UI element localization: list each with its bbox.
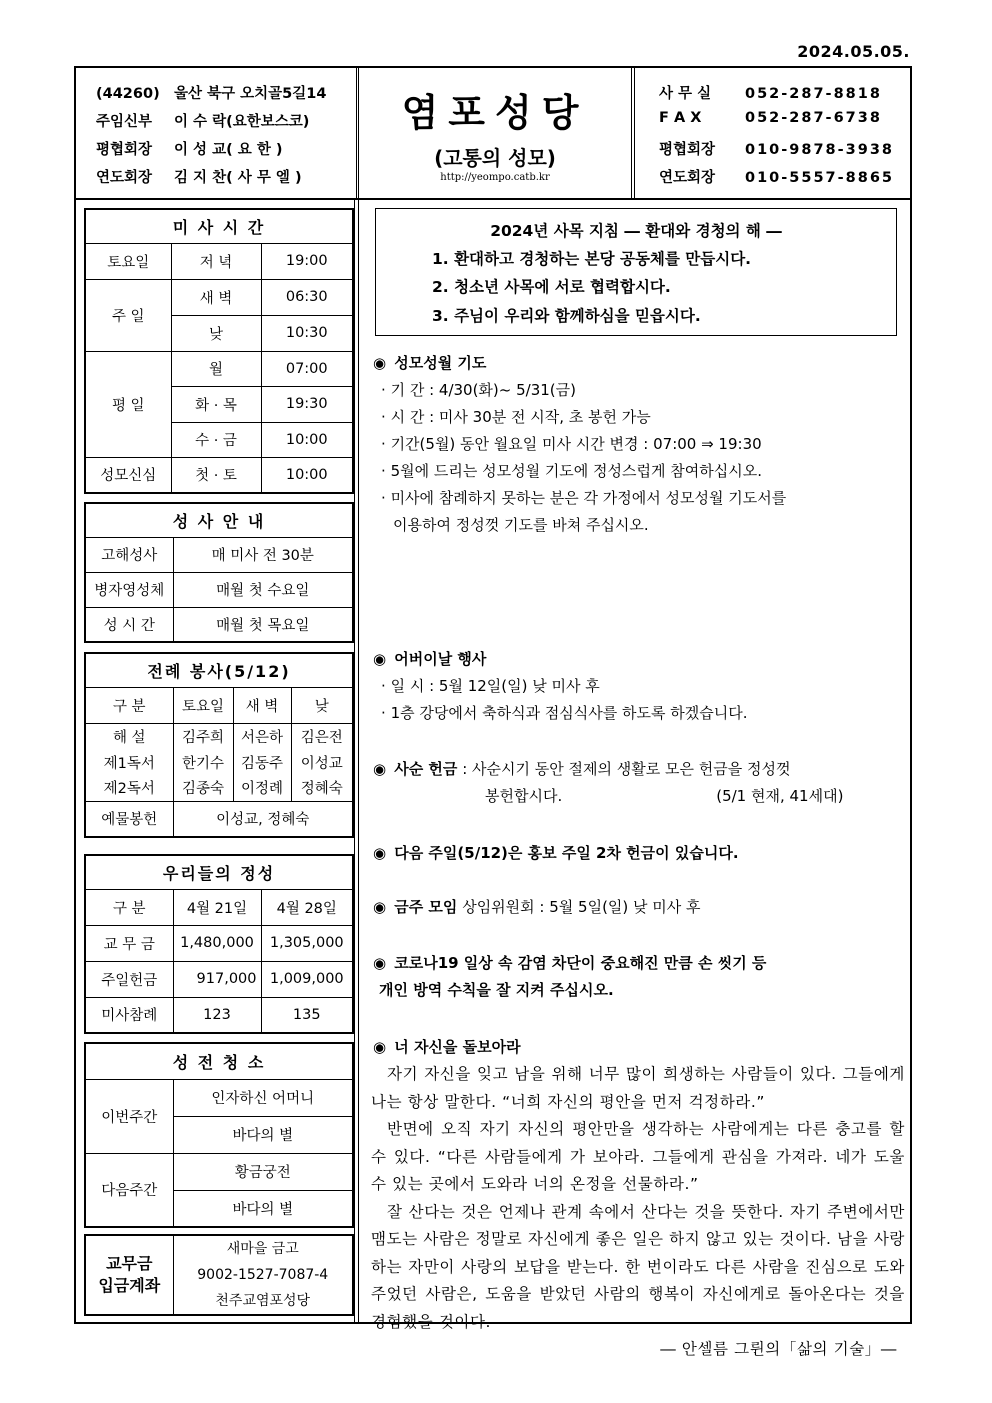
notice-reflection [371,1034,905,1364]
notice-lent-offering [373,756,903,810]
cell: 낮 [291,687,353,723]
cell: 123 [173,997,261,1033]
cell: 성모신심 [85,457,171,493]
account-info [173,1235,353,1315]
cell: 1,305,000 [261,925,353,961]
cell: 황금궁전 [173,1153,353,1190]
cell: 주일헌금 [85,961,173,997]
account-label-1: 교무금 [106,1254,153,1273]
account-label [85,1235,173,1315]
notice-line: 일 시 : 5월 12일(일) 낮 미사 후 [390,677,600,695]
bullet-icon: ◉ [373,760,387,778]
cleaning-table [84,1042,354,1228]
church-subtitle: (고통의 성모) [434,146,556,170]
cell: 구 분 [85,889,173,925]
council-phone-row: 평협회장 010-9878-3938 [659,142,895,158]
header-title-block [358,68,632,198]
cell: 병자영성체 [85,572,173,607]
dot-icon: · [381,489,386,507]
cell: 다음주간 [85,1153,173,1227]
sacraments-title: 성 사 안 내 [85,503,353,537]
cell: 4월 28일 [261,889,353,925]
cell: 10:00 [261,422,353,457]
cell: 고해성사 [85,537,173,572]
cell: 06:30 [261,279,353,315]
cell: 이번주간 [85,1079,173,1153]
notice-title-cont: 개인 방역 수칙을 잘 지켜 주십시오. [379,981,614,999]
sacraments-table [84,502,354,643]
cell: 예물봉헌 [85,801,173,837]
liturgy-service-table [84,652,354,838]
cell: 토요일 [173,687,233,723]
notice-meeting [373,894,903,921]
notice-line: 미사에 참례하지 못하는 분은 각 가정에서 성모성월 기도서를 [390,489,787,507]
cell: 해 설 [85,723,173,749]
dot-icon: · [381,704,386,722]
notice-line: 상임위원회 : 5월 5일(일) 낮 미사 후 [462,898,701,916]
cell: 수 · 금 [171,422,261,457]
council-president-row: 평협회장 이 성 교( 요 한 ) [96,142,283,158]
cell: 1,480,000 [173,925,261,961]
cell: 135 [261,997,353,1033]
offering-table [84,854,354,1034]
bullet-icon: ◉ [373,354,387,372]
notice-title: 너 자신을 돌보아라 [394,1038,521,1056]
cell: 토요일 [85,243,171,279]
bank-name: 새마을 금고 [226,1241,299,1257]
reflection-paragraph: 자기 자신을 잊고 남을 위해 너무 많이 희생하는 사람들이 있다. 그들에게 나는 항상 말한다. “너희 자신의 평안을 먼저 걱정하라.” [371,1065,905,1111]
cell: 교 무 금 [85,925,173,961]
bullet-icon: ◉ [373,1038,387,1056]
account-holder: 천주교염포성당 [215,1293,311,1309]
cell: 4월 21일 [173,889,261,925]
policy-item-2: 2. 청소년 사목에 서로 협력합시다. [432,278,671,296]
notice-may-prayer [373,350,903,539]
cell: 19:30 [261,386,353,422]
cell: 서은하 [233,723,291,749]
cell: 이성교, 정혜숙 [173,801,353,837]
notice-parents-day [373,646,903,727]
policy-item-3: 3. 주님이 우리와 함께하심을 믿읍시다. [432,307,701,325]
pastoral-policy-box [375,208,897,336]
notice-covid [373,950,903,1004]
bullet-icon: ◉ [373,650,387,668]
cell: 1,009,000 [261,961,353,997]
dot-icon: · [381,408,386,426]
notice-line: : 사순시기 동안 절제의 생활로 모은 헌금을 정성껏 [462,760,791,778]
cell: 월 [171,351,261,386]
dot-icon: · [381,677,386,695]
policy-title: 2024년 사목 지침 ― 환대와 경청의 해 ― [490,222,782,240]
policy-item-1: 1. 환대하고 경청하는 본당 공동체를 만듭시다. [432,250,752,268]
church-name: 염포성당 [401,91,589,135]
notice-line: 시 간 : 미사 30분 전 시작, 초 봉헌 가능 [390,408,651,426]
dot-icon: · [381,381,386,399]
notice-line: 봉헌합시다. [485,787,563,805]
cell: 07:00 [261,351,353,386]
cell: 새 벽 [233,687,291,723]
header [76,68,910,200]
cell: 매월 첫 수요일 [173,572,353,607]
cell: 낮 [171,315,261,351]
cell: 미사참례 [85,997,173,1033]
account-label-2: 입금계좌 [98,1276,161,1295]
notice-line: 이용하여 정성껏 기도를 바쳐 주십시오. [393,516,649,534]
cell: 제2독서 [85,775,173,801]
cell: 매월 첫 목요일 [173,607,353,642]
liturgy-title: 전례 봉사(5/12) [85,653,353,687]
bullet-icon: ◉ [373,954,387,972]
notice-title: 코로나19 일상 속 감염 차단이 중요해진 만큼 손 씻기 등 [394,954,767,972]
bullet-icon: ◉ [373,898,387,916]
notice-line: 기간(5월) 동안 월요일 미사 시간 변경 : 07:00 ⇒ 19:30 [390,435,762,453]
offering-title: 우리들의 정성 [85,855,353,889]
notice-line: 기 간 : 4/30(화)~ 5/31(금) [390,381,576,399]
cell: 바다의 별 [173,1190,353,1227]
cell: 저 녁 [171,243,261,279]
account-number: 9002-1527-7087-4 [197,1267,329,1283]
cleaning-title: 성 전 청 소 [85,1043,353,1079]
cell: 성 시 간 [85,607,173,642]
notice-title: 금주 모임 [394,898,458,916]
notice-line: 1층 강당에서 축하식과 점심식사를 하도록 하겠습니다. [390,704,748,722]
header-address-block [76,68,357,198]
cell: 917,000 [173,961,261,997]
church-url[interactable]: http://yeompo.catb.kr [440,172,550,183]
cell: 인자하신 어머니 [173,1079,353,1116]
reflection-paragraph: 잘 산다는 것은 언제나 관계 속에서 산다는 것을 뜻한다. 자기 주변에서만 맴도는 사람은 정말로 자신에게 좋은 일은 하지 않고 있는 것이다. 남을 사랑하는 자만이 사랑의 보답을 받는다. 한 번이라도 다른 사람을 진심으로 도와주었던 사람은, 도움을 받았던 사람의 행복이 자신에게로 돌아온다는 것을 경험했을 것이다. [371,1202,906,1331]
address-row: (44260) 울산 북구 오치골5길14 [96,86,327,102]
cell: 제1독서 [85,749,173,775]
mass-times-table [84,208,354,494]
notice-next-sunday [373,840,903,867]
notice-title: 사순 헌금 [394,760,458,778]
cell: 19:00 [261,243,353,279]
cell: 구 분 [85,687,173,723]
bulletin-frame [74,66,912,1358]
bulletin-date: 2024.05.05. [797,42,910,61]
cell: 김종숙 [173,775,233,801]
cell: 주 일 [85,279,171,351]
cell: 바다의 별 [173,1116,353,1153]
left-column [76,200,355,1324]
cell: 이성교 [291,749,353,775]
reflection-source: ― 안셀름 그륀의「삶의 기술」― [660,1340,897,1358]
header-contact-block [634,68,911,198]
dot-icon: · [381,435,386,453]
cell: 10:30 [261,315,353,351]
cell: 매 미사 전 30분 [173,537,353,572]
cell: 첫 · 토 [171,457,261,493]
dot-icon: · [381,462,386,480]
cell: 김주희 [173,723,233,749]
notice-line: 5월에 드리는 성모성월 기도에 정성스럽게 참여하십시오. [390,462,762,480]
cell: 이정례 [233,775,291,801]
notice-title: 어버이날 행사 [394,650,487,668]
account-table [84,1234,354,1316]
right-column [358,200,911,1358]
cell: 한기수 [173,749,233,775]
cell: 10:00 [261,457,353,493]
cell: 김은전 [291,723,353,749]
notice-title: 성모성월 기도 [394,354,487,372]
cell: 김동주 [233,749,291,775]
cell: 새 벽 [171,279,261,315]
notice-title: 다음 주일(5/12)은 홍보 주일 2차 헌금이 있습니다. [394,844,739,862]
notice-note: (5/1 현재, 41세대) [716,787,844,805]
yeondo-president-row: 연도회장 김 지 찬( 사 무 엘 ) [96,170,302,186]
cell: 화 · 목 [171,386,261,422]
reflection-paragraph: 반면에 오직 자기 자신의 평안만을 생각하는 사람에게는 다른 충고를 할 수 있다. “다른 사람들에게 가 보아라. 그들에게 관심을 가져라. 네가 도울 수 있는 곳에서 도와라 너의 온정을 선물하라.” [371,1120,905,1193]
cell: 평 일 [85,351,171,457]
mass-times-title: 미 사 시 간 [85,209,353,243]
pastor-row: 주임신부 이 수 락(요한보스코) [96,114,310,130]
cell: 정혜숙 [291,775,353,801]
fax-row: F A X 052-287-6738 [659,110,882,126]
office-phone-row: 사 무 실 052-287-8818 [659,86,882,102]
yeondo-phone-row: 연도회장 010-5557-8865 [659,170,895,186]
bullet-icon: ◉ [373,844,387,862]
